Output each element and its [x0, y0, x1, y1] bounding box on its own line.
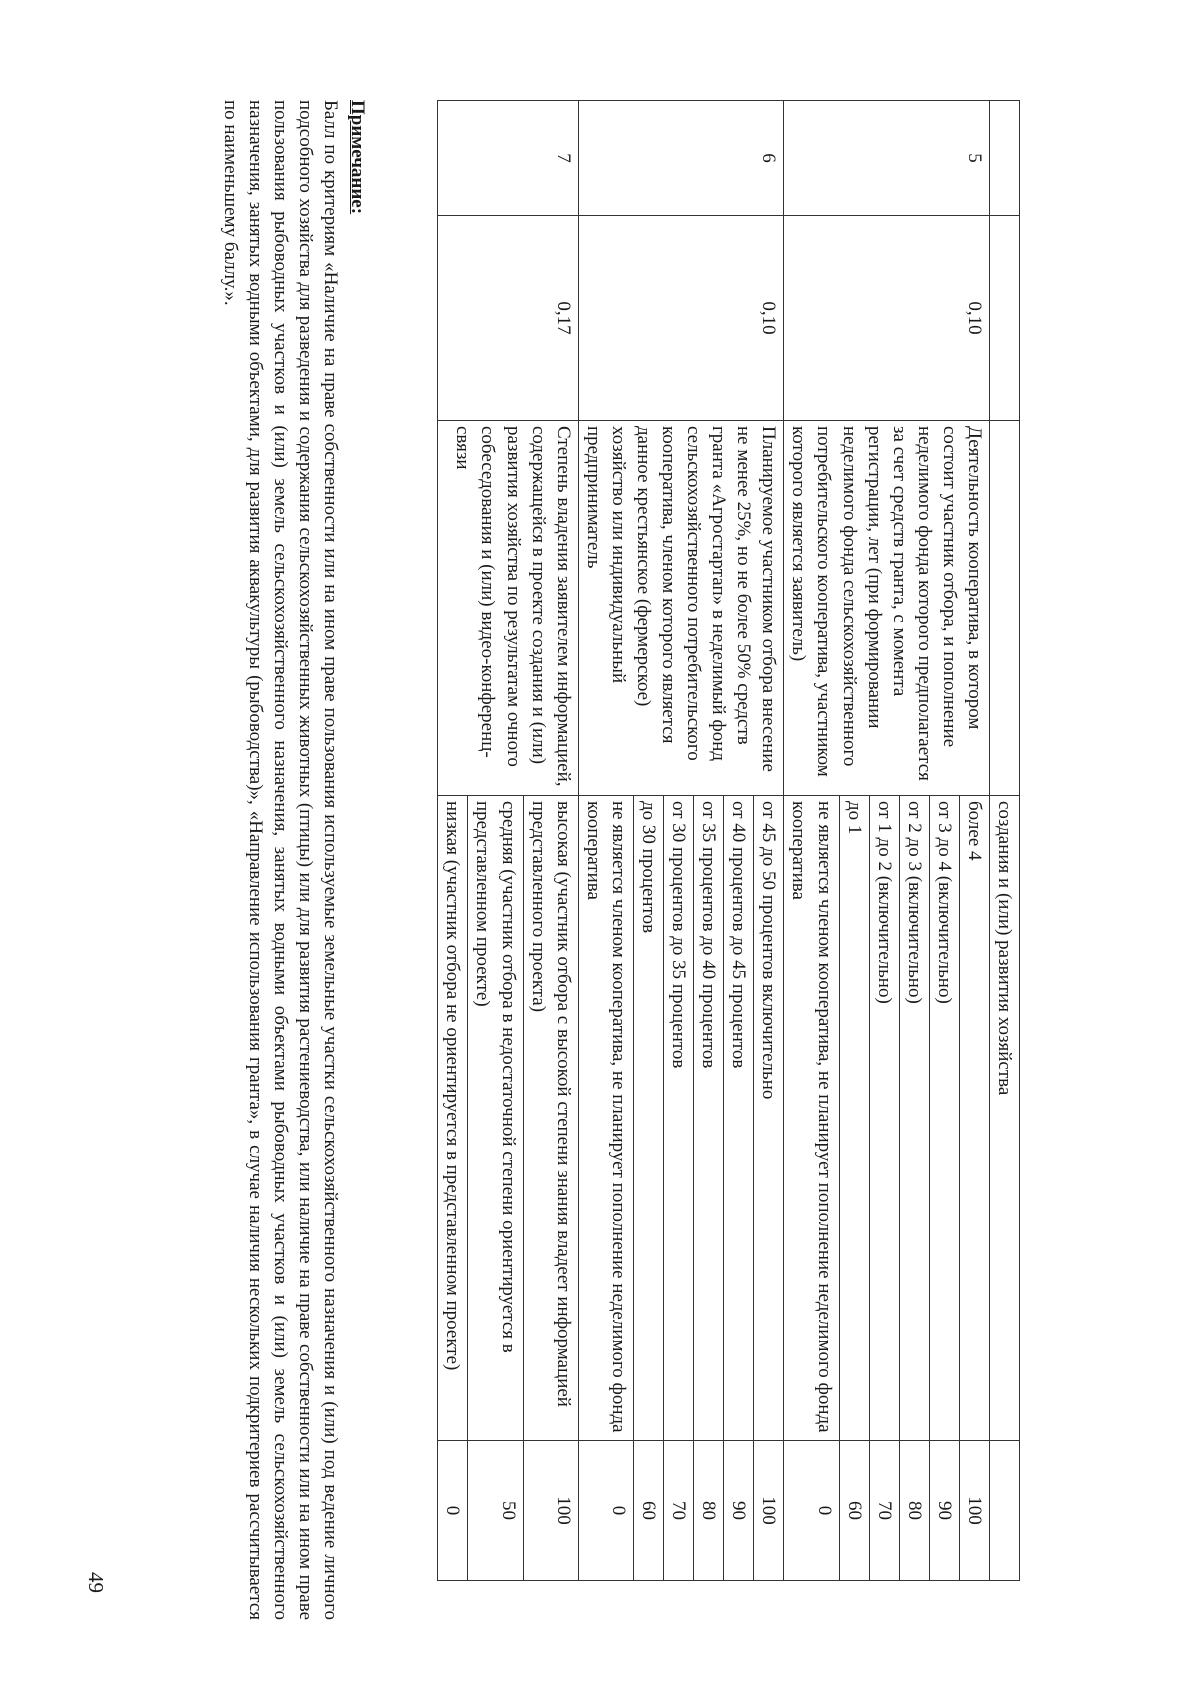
subcriterion-text: от 40 процентов до 45 процентов: [724, 796, 754, 1441]
subcriterion-text: не является членом кооператива, не планирует пополнение неделимого фонда кооператива: [578, 796, 633, 1441]
subcriterion-text: высокая (участник отбора с высокой степени знания владеет информацией представленного проекта): [523, 796, 578, 1441]
criterion-number: 6: [578, 101, 784, 216]
criterion-number: 7: [438, 101, 578, 216]
subcriterion-score: 70: [663, 1441, 693, 1581]
subcriterion-text: от 35 процентов до 40 процентов: [694, 796, 724, 1441]
criterion-number: 5: [784, 101, 990, 216]
subcriterion-score: 60: [839, 1441, 869, 1581]
subcriterion-score: 100: [959, 1441, 989, 1581]
note-block: [218, 100, 370, 1620]
subcriterion-text: от 3 до 4 (включительно): [929, 796, 959, 1441]
subcriterion-text: от 30 процентов до 35 процентов: [663, 796, 693, 1441]
subcriterion-score: 100: [523, 1441, 578, 1581]
subcriterion-score: 80: [694, 1441, 724, 1581]
criterion-weight: 0,17: [438, 216, 578, 421]
criterion-description: Планируемое участником отбора внесение не менее 25%, но не более 50% средств гранта «Агростартап» в неделимый фонд сельскохозяйственного потребительского кооператива, членом которого является данное крестьянское (фермерское) хозяйство или индивидуальный предприниматель: [578, 421, 784, 796]
criterion-description: Деятельность кооператива, в котором состоит участник отбора, и пополнение неделимого фонда которого предполагается за счет средств гранта, с момента регистрации, лет (при формировании неделимого фонда сельскохозяйственного потребительского кооператива, участником которого является заявитель): [784, 421, 990, 796]
table-row: [754, 101, 784, 1581]
subcriterion-score: 90: [929, 1441, 959, 1581]
subcriterion-score: 0: [578, 1441, 633, 1581]
page-number: 49: [84, 1572, 108, 1593]
criterion-weight: 0,10: [784, 216, 990, 421]
subcriterion-score: 90: [724, 1441, 754, 1581]
subcriterion-score: 70: [869, 1441, 899, 1581]
criteria-table: [437, 100, 1020, 1581]
subcriterion-score: 0: [784, 1441, 839, 1581]
subcriterion-text: до 1: [839, 796, 869, 1441]
table-row: [959, 101, 989, 1581]
subcriterion-text: не является членом кооператива, не планирует пополнение неделимого фонда кооператива: [784, 796, 839, 1441]
subcriterion-text: от 1 до 2 (включительно): [869, 796, 899, 1441]
table-row: [989, 101, 1019, 1581]
subcriterion-score: 50: [468, 1441, 523, 1581]
subcriterion-score: 0: [438, 1441, 468, 1581]
criterion-description: Степень владения заявителем информацией, содержащейся в проекте создания и (или) развития хозяйства по результатам очного собеседования и (или) видео-конференц-связи: [438, 421, 578, 796]
table-row: [523, 101, 578, 1581]
subcriterion-text: от 45 до 50 процентов включительно: [754, 796, 784, 1441]
subcriterion-text: средняя (участник отбора в недостаточной степени ориентируется в представленном проекте): [468, 796, 523, 1441]
note-title: Примечание:: [347, 100, 368, 215]
criterion-weight: 0,10: [578, 216, 784, 421]
subcriterion-score: 60: [633, 1441, 663, 1581]
subcriterion-text: низкая (участник отбора не ориентируется в представленном проекте): [438, 796, 468, 1441]
subcriterion-text: до 30 процентов: [633, 796, 663, 1441]
subcriterion-text: более 4: [959, 796, 989, 1441]
subcriterion-text: от 2 до 3 (включительно): [899, 796, 929, 1441]
note-text: Балл по критериям «Наличие на праве собственности или на ином праве пользования используемые земельные участки сельскохозяйственного назначения и (или) под ведение личного подсобного хозяйства для разведения и содержания сельскохозяйственных животных (птицы) или для развития растениеводства, или наличие на праве собственности или на ином праве пользования рыбоводных участков и (или) земель сельскохозяйственного назначения, занятых водными объектами рыбоводных участков и (или) земель сельскохозяйственного назначения, занятых водными объектами, для развития аквакультуры (рыбоводства)», «Направление использования гранта», в случае наличия нескольких подкритериев рассчитывается по наименьшему баллу.».: [219, 100, 341, 1620]
subcriterion-score: 100: [754, 1441, 784, 1581]
continuation-cell: создания и (или) развития хозяйства: [989, 796, 1019, 1441]
subcriterion-score: 80: [899, 1441, 929, 1581]
